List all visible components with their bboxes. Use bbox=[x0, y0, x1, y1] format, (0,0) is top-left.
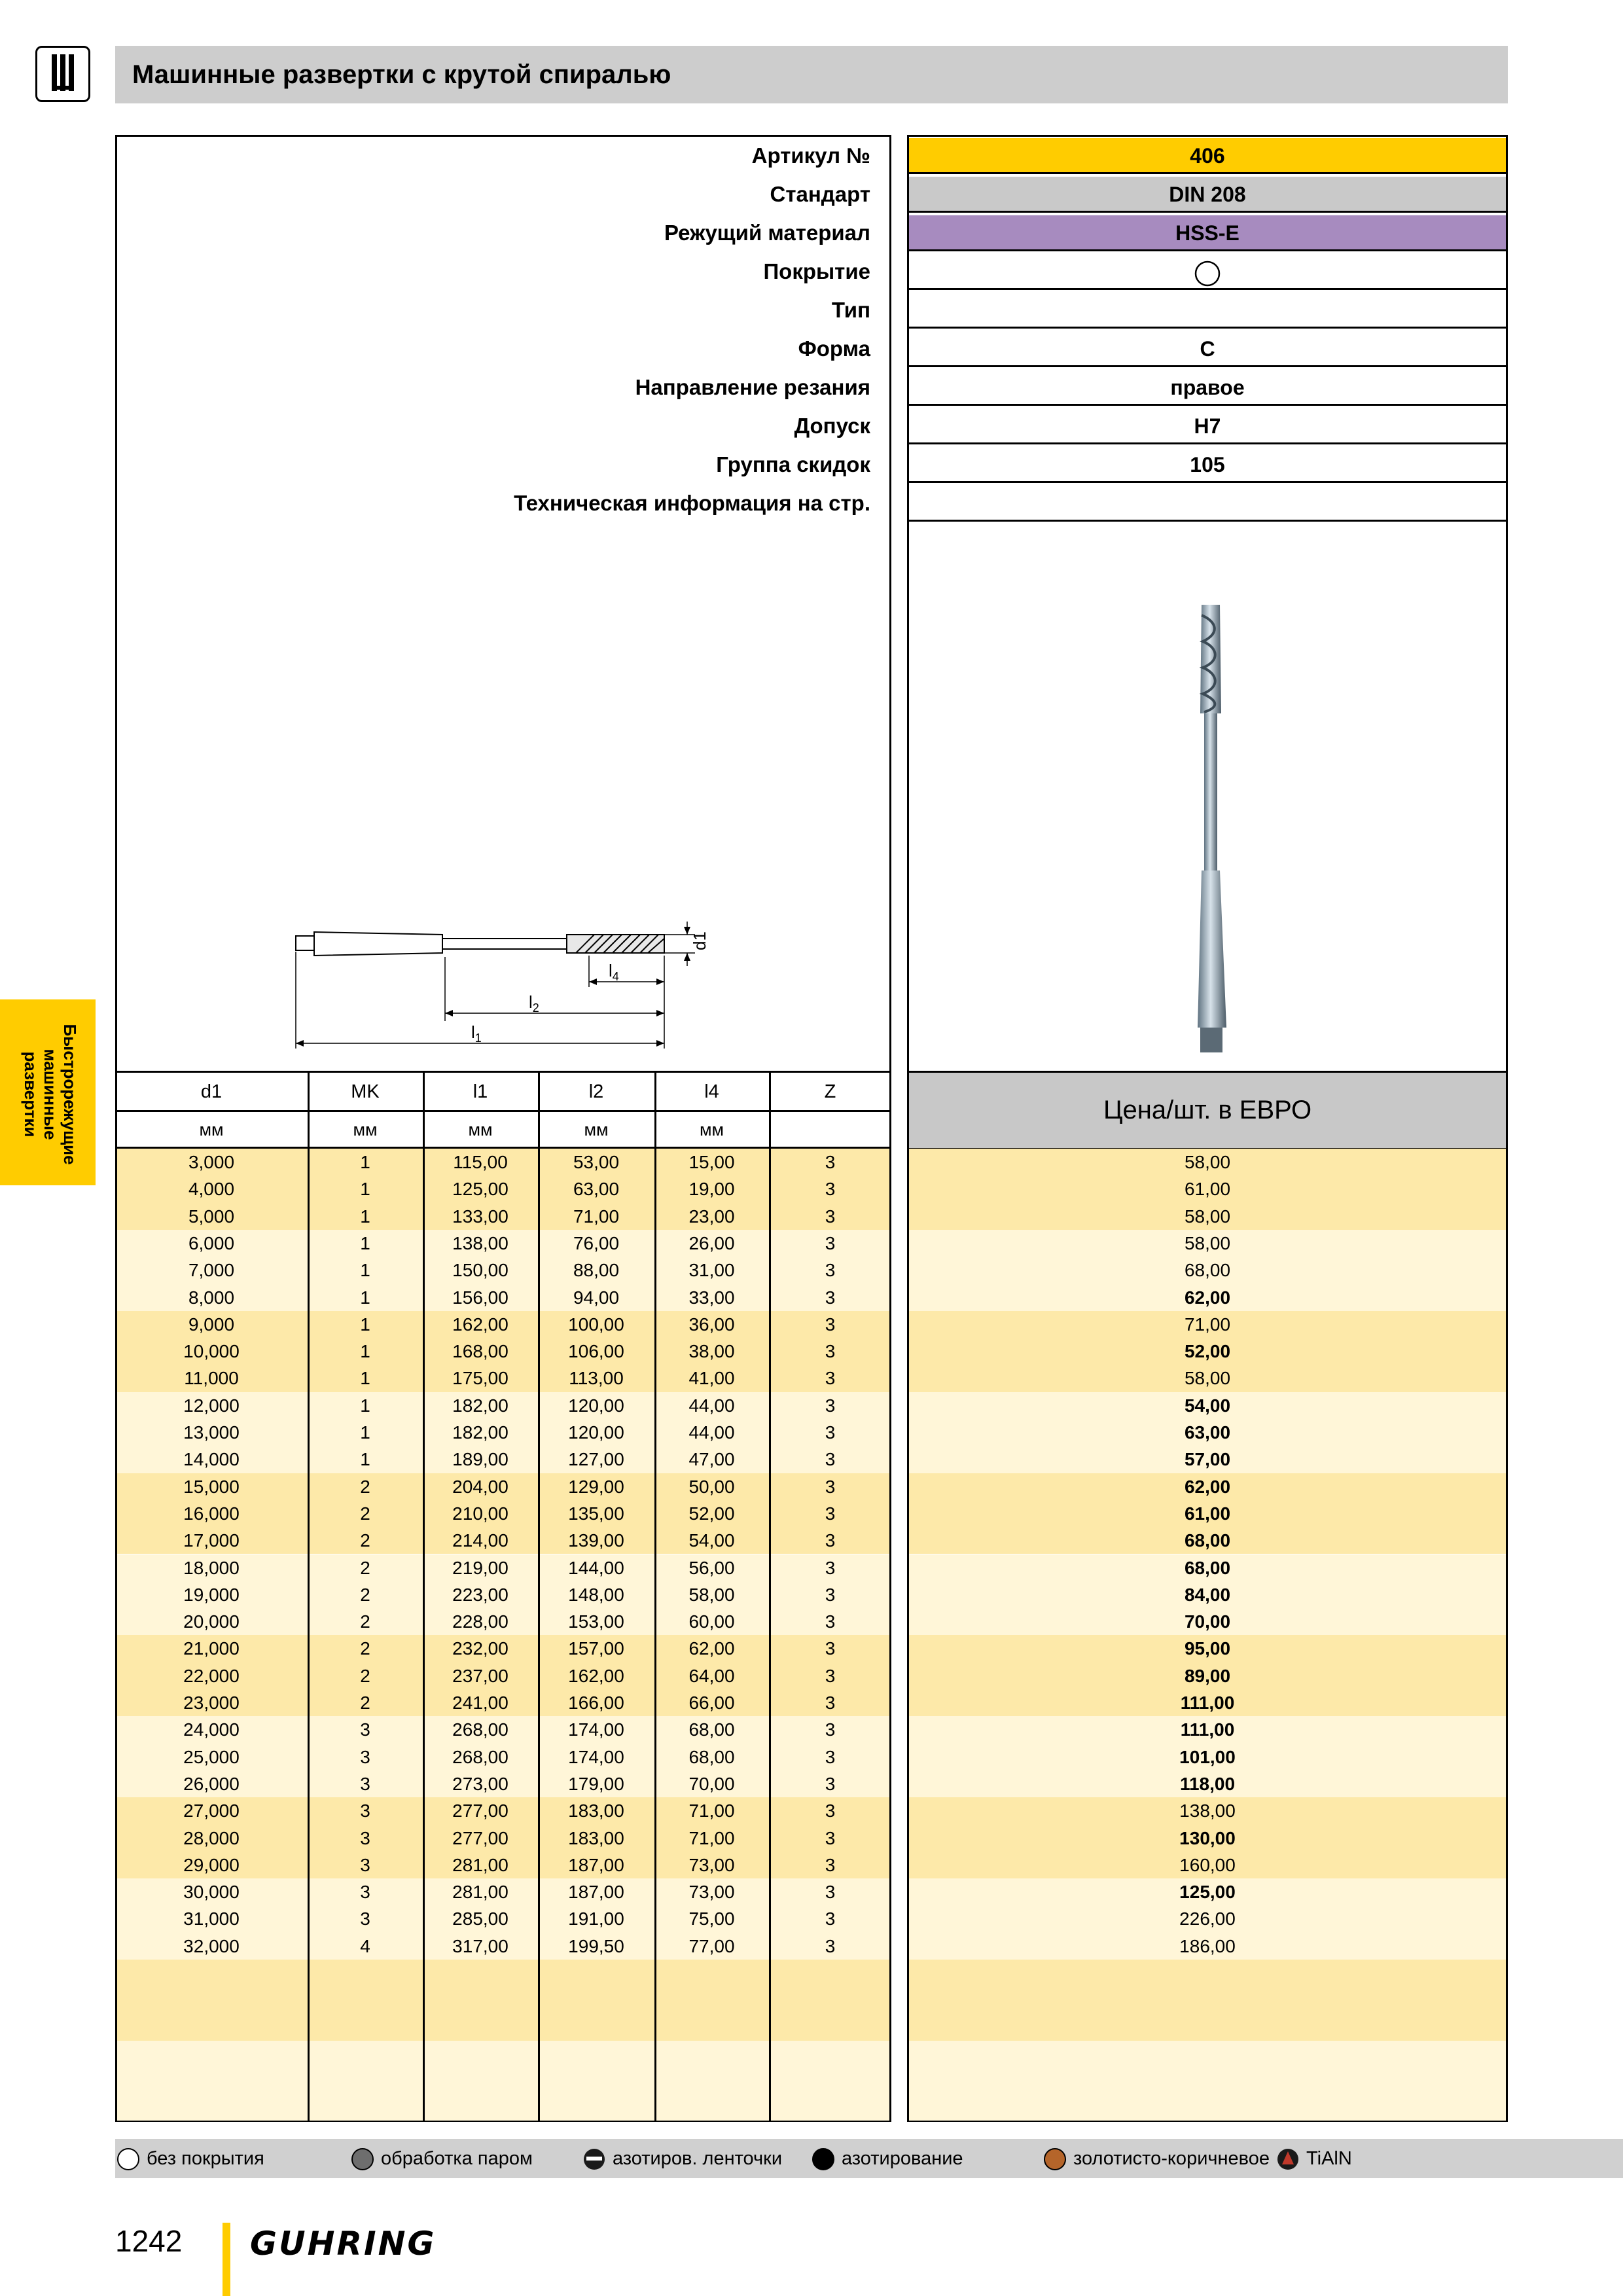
table-cell: 273,00 bbox=[452, 1773, 508, 1794]
table-cell: 19,00 bbox=[688, 1179, 735, 1200]
table-cell: 199,50 bbox=[568, 1935, 624, 1956]
table-cell: 133,00 bbox=[452, 1206, 508, 1227]
price-cell: 61,00 bbox=[1184, 1179, 1231, 1200]
table-cell: 3,000 bbox=[188, 1152, 235, 1172]
nitrided-icon bbox=[812, 2145, 835, 2172]
table-cell: 3 bbox=[825, 1719, 836, 1740]
page-title: Машинные развертки с крутой спиралью bbox=[132, 60, 671, 89]
table-cell: 135,00 bbox=[568, 1503, 624, 1524]
table-cell: 1 bbox=[360, 1206, 370, 1227]
table-cell: 189,00 bbox=[452, 1449, 508, 1470]
table-cell: 183,00 bbox=[568, 1801, 624, 1821]
table-cell: 120,00 bbox=[568, 1395, 624, 1416]
legend-label: азотирование bbox=[842, 2147, 963, 2169]
table-cell: 23,00 bbox=[688, 1206, 735, 1227]
table-cell: 187,00 bbox=[568, 1854, 624, 1875]
table-cell: 3 bbox=[360, 1746, 370, 1767]
table-cell: 4 bbox=[360, 1935, 370, 1956]
table-cell: 38,00 bbox=[688, 1341, 735, 1362]
table-cell: 100,00 bbox=[568, 1314, 624, 1335]
table-cell: 44,00 bbox=[688, 1395, 735, 1416]
table-cell: 71,00 bbox=[688, 1801, 735, 1821]
table-cell: 71,00 bbox=[688, 1827, 735, 1848]
column-header: l2 bbox=[588, 1081, 604, 1102]
table-cell: 9,000 bbox=[188, 1314, 235, 1335]
table-cell: 148,00 bbox=[568, 1584, 624, 1605]
price-cell: 52,00 bbox=[1184, 1341, 1231, 1362]
table-cell: 1 bbox=[360, 1232, 370, 1253]
table-cell: 36,00 bbox=[688, 1314, 735, 1335]
legend-item bbox=[812, 2142, 963, 2176]
table-cell: 53,00 bbox=[573, 1152, 620, 1172]
table-cell: 144,00 bbox=[568, 1557, 624, 1578]
table-cell: 20,000 bbox=[183, 1611, 240, 1632]
table-cell: 139,00 bbox=[568, 1530, 624, 1551]
column-unit: мм bbox=[468, 1120, 493, 1139]
table-cell: 3 bbox=[825, 1422, 836, 1443]
price-cell: 226,00 bbox=[1179, 1909, 1236, 1929]
table-cell: 22,000 bbox=[183, 1665, 240, 1686]
table-cell: 77,00 bbox=[688, 1935, 735, 1956]
table-cell: 3 bbox=[825, 1395, 836, 1416]
table-cell: 33,00 bbox=[688, 1287, 735, 1308]
table-cell: 183,00 bbox=[568, 1827, 624, 1848]
table-cell: 3 bbox=[825, 1693, 836, 1713]
table-cell: 3 bbox=[825, 1665, 836, 1686]
table-cell: 223,00 bbox=[452, 1584, 508, 1605]
table-cell: 125,00 bbox=[452, 1179, 508, 1200]
gold-brown-icon bbox=[1043, 2145, 1067, 2172]
table-cell: 237,00 bbox=[452, 1665, 508, 1686]
table-cell: 8,000 bbox=[188, 1287, 235, 1308]
table-cell: 2 bbox=[360, 1503, 370, 1524]
price-cell: 54,00 bbox=[1184, 1395, 1231, 1416]
price-cell: 58,00 bbox=[1184, 1368, 1231, 1389]
table-cell: 19,000 bbox=[183, 1584, 240, 1605]
table-cell: 54,00 bbox=[688, 1530, 735, 1551]
column-header: d1 bbox=[200, 1081, 223, 1102]
table-cell: 41,00 bbox=[688, 1368, 735, 1389]
table-cell: 241,00 bbox=[452, 1693, 508, 1713]
table-cell: 2 bbox=[360, 1665, 370, 1686]
table-cell: 25,000 bbox=[183, 1746, 240, 1767]
table-cell: 3 bbox=[825, 1773, 836, 1794]
price-cell: 68,00 bbox=[1184, 1260, 1231, 1281]
price-column-header: Цена/шт. в ЕВРО bbox=[909, 1072, 1506, 1148]
column-unit: мм bbox=[199, 1120, 224, 1139]
legend-item bbox=[1276, 2142, 1352, 2176]
table-cell: 66,00 bbox=[688, 1693, 735, 1713]
table-cell: 268,00 bbox=[452, 1719, 508, 1740]
price-cell: 71,00 bbox=[1184, 1314, 1231, 1335]
table-cell: 27,000 bbox=[183, 1801, 240, 1821]
spec-value: H7 bbox=[909, 408, 1506, 444]
row-band bbox=[117, 1960, 889, 2041]
table-cell: 3 bbox=[825, 1503, 836, 1524]
table-cell: 2 bbox=[360, 1476, 370, 1497]
uncoated-circle-icon bbox=[1193, 259, 1222, 288]
table-cell: 174,00 bbox=[568, 1746, 624, 1767]
spec-label: Тип bbox=[831, 298, 870, 322]
price-cell: 125,00 bbox=[1179, 1882, 1236, 1903]
table-cell: 3 bbox=[360, 1854, 370, 1875]
table-cell: 15,00 bbox=[688, 1152, 735, 1172]
spec-value: правое bbox=[909, 370, 1506, 406]
table-cell: 3 bbox=[360, 1909, 370, 1929]
reamer-category-icon bbox=[35, 46, 90, 102]
table-cell: 115,00 bbox=[453, 1152, 508, 1172]
table-cell: 63,00 bbox=[573, 1179, 620, 1200]
legend-label: без покрытия bbox=[147, 2147, 264, 2169]
table-cell: 3 bbox=[825, 1909, 836, 1929]
row-band bbox=[909, 2041, 1506, 2121]
table-cell: 3 bbox=[360, 1719, 370, 1740]
spec-label: Артикул № bbox=[751, 143, 870, 168]
price-cell: 70,00 bbox=[1184, 1611, 1231, 1632]
table-cell: 3 bbox=[825, 1827, 836, 1848]
table-cell: 3 bbox=[825, 1179, 836, 1200]
legend-item bbox=[582, 2142, 782, 2176]
table-cell: 3 bbox=[825, 1882, 836, 1903]
legend-item bbox=[116, 2142, 264, 2176]
table-cell: 3 bbox=[825, 1232, 836, 1253]
price-cell: 160,00 bbox=[1179, 1854, 1236, 1875]
table-cell: 3 bbox=[360, 1773, 370, 1794]
spec-label: Допуск bbox=[794, 414, 870, 438]
table-cell: 7,000 bbox=[188, 1260, 235, 1281]
table-cell: 3 bbox=[360, 1801, 370, 1821]
table-cell: 3 bbox=[825, 1611, 836, 1632]
table-cell: 317,00 bbox=[452, 1935, 508, 1956]
table-cell: 73,00 bbox=[688, 1882, 735, 1903]
table-cell: 156,00 bbox=[452, 1287, 508, 1308]
table-cell: 14,000 bbox=[183, 1449, 240, 1470]
table-cell: 1 bbox=[360, 1287, 370, 1308]
table-cell: 1 bbox=[360, 1422, 370, 1443]
label-l2: $l_2$ bbox=[529, 992, 539, 1014]
spec-label: Режущий материал bbox=[664, 221, 870, 245]
spec-value bbox=[909, 486, 1506, 522]
table-cell: 3 bbox=[360, 1827, 370, 1848]
table-cell: 182,00 bbox=[452, 1395, 508, 1416]
table-cell: 1 bbox=[360, 1152, 370, 1172]
table-cell: 1 bbox=[360, 1368, 370, 1389]
price-cell: 62,00 bbox=[1184, 1287, 1231, 1308]
spec-value bbox=[909, 254, 1506, 290]
price-cell: 58,00 bbox=[1184, 1152, 1231, 1172]
guhring-logo: GUHRING bbox=[250, 2225, 437, 2263]
footer-divider bbox=[223, 2223, 230, 2296]
table-cell: 56,00 bbox=[688, 1557, 735, 1578]
price-cell: 89,00 bbox=[1184, 1665, 1231, 1686]
table-cell: 30,000 bbox=[183, 1882, 240, 1903]
column-header: Z bbox=[824, 1081, 836, 1102]
table-cell: 31,00 bbox=[688, 1260, 735, 1281]
table-cell: 94,00 bbox=[573, 1287, 620, 1308]
price-cell: 68,00 bbox=[1184, 1557, 1231, 1578]
table-cell: 5,000 bbox=[188, 1206, 235, 1227]
price-cell: 62,00 bbox=[1184, 1476, 1231, 1497]
table-cell: 23,000 bbox=[183, 1693, 240, 1713]
table-cell: 3 bbox=[825, 1368, 836, 1389]
table-cell: 1 bbox=[360, 1449, 370, 1470]
table-cell: 26,00 bbox=[688, 1232, 735, 1253]
table-cell: 2 bbox=[360, 1557, 370, 1578]
table-cell: 4,000 bbox=[188, 1179, 235, 1200]
table-cell: 120,00 bbox=[568, 1422, 624, 1443]
table-cell: 3 bbox=[825, 1206, 836, 1227]
page-number: 1242 bbox=[115, 2224, 183, 2258]
table-cell: 174,00 bbox=[568, 1719, 624, 1740]
table-cell: 31,000 bbox=[183, 1909, 240, 1929]
table-cell: 3 bbox=[825, 1746, 836, 1767]
table-cell: 277,00 bbox=[452, 1827, 508, 1848]
table-cell: 113,00 bbox=[569, 1368, 624, 1389]
legend-item bbox=[351, 2142, 533, 2176]
table-cell: 285,00 bbox=[452, 1909, 508, 1929]
table-cell: 1 bbox=[360, 1260, 370, 1281]
table-cell: 3 bbox=[825, 1476, 836, 1497]
table-cell: 60,00 bbox=[688, 1611, 735, 1632]
table-cell: 191,00 bbox=[568, 1909, 624, 1929]
table-cell: 3 bbox=[360, 1882, 370, 1903]
spec-label: Форма bbox=[798, 336, 870, 361]
price-cell: 186,00 bbox=[1179, 1935, 1236, 1956]
legend-item bbox=[1043, 2142, 1270, 2176]
spec-label: Группа скидок bbox=[716, 452, 870, 476]
label-l4: $l_4$ bbox=[609, 961, 619, 983]
table-cell: 2 bbox=[360, 1584, 370, 1605]
table-cell: 210,00 bbox=[452, 1503, 508, 1524]
price-cell: 63,00 bbox=[1184, 1422, 1231, 1443]
table-cell: 232,00 bbox=[452, 1638, 508, 1659]
table-cell: 88,00 bbox=[573, 1260, 620, 1281]
table-cell: 68,00 bbox=[688, 1719, 735, 1740]
table-cell: 2 bbox=[360, 1693, 370, 1713]
table-cell: 62,00 bbox=[688, 1638, 735, 1659]
price-cell: 58,00 bbox=[1184, 1206, 1231, 1227]
table-cell: 2 bbox=[360, 1611, 370, 1632]
column-unit: мм bbox=[699, 1120, 724, 1139]
table-cell: 214,00 bbox=[452, 1530, 508, 1551]
label-l1: $l_1$ bbox=[471, 1022, 482, 1045]
table-cell: 32,000 bbox=[183, 1935, 240, 1956]
column-header: l1 bbox=[473, 1081, 488, 1102]
table-cell: 70,00 bbox=[688, 1773, 735, 1794]
price-cell: 118,00 bbox=[1179, 1773, 1236, 1794]
table-cell: 17,000 bbox=[183, 1530, 240, 1551]
table-cell: 44,00 bbox=[688, 1422, 735, 1443]
table-cell: 182,00 bbox=[452, 1422, 508, 1443]
price-cell: 111,00 bbox=[1180, 1693, 1235, 1713]
table-cell: 1 bbox=[360, 1314, 370, 1335]
table-cell: 281,00 bbox=[452, 1854, 508, 1875]
nitrided-lands-icon bbox=[582, 2145, 606, 2172]
table-cell: 11,000 bbox=[184, 1368, 239, 1389]
table-cell: 204,00 bbox=[452, 1476, 508, 1497]
spec-value: 105 bbox=[909, 447, 1506, 483]
table-cell: 6,000 bbox=[188, 1232, 235, 1253]
side-tab-line: развертки bbox=[21, 1051, 41, 1138]
table-cell: 3 bbox=[825, 1584, 836, 1605]
table-cell: 3 bbox=[825, 1314, 836, 1335]
table-cell: 129,00 bbox=[568, 1476, 624, 1497]
table-cell: 138,00 bbox=[452, 1232, 508, 1253]
price-cell: 58,00 bbox=[1184, 1232, 1231, 1253]
table-cell: 47,00 bbox=[688, 1449, 735, 1470]
table-cell: 3 bbox=[825, 1341, 836, 1362]
table-cell: 168,00 bbox=[452, 1341, 508, 1362]
table-cell: 106,00 bbox=[568, 1341, 624, 1362]
price-cell: 101,00 bbox=[1179, 1746, 1236, 1767]
table-cell: 157,00 bbox=[568, 1638, 624, 1659]
table-cell: 24,000 bbox=[183, 1719, 240, 1740]
table-cell: 16,000 bbox=[183, 1503, 240, 1524]
table-cell: 3 bbox=[825, 1557, 836, 1578]
table-cell: 228,00 bbox=[452, 1611, 508, 1632]
column-unit: мм bbox=[353, 1120, 378, 1139]
table-cell: 15,000 bbox=[183, 1476, 240, 1497]
table-cell: 3 bbox=[825, 1449, 836, 1470]
table-cell: 50,00 bbox=[688, 1476, 735, 1497]
spec-value: 406 bbox=[909, 138, 1506, 174]
table-cell: 175,00 bbox=[452, 1368, 508, 1389]
row-band bbox=[909, 1960, 1506, 2041]
table-cell: 75,00 bbox=[688, 1909, 735, 1929]
price-cell: 111,00 bbox=[1180, 1719, 1235, 1740]
spec-label: Направление резания bbox=[635, 375, 870, 399]
spec-value: C bbox=[909, 331, 1506, 367]
section-side-tab bbox=[0, 999, 96, 1185]
table-cell: 73,00 bbox=[688, 1854, 735, 1875]
table-cell: 2 bbox=[360, 1638, 370, 1659]
table-cell: 162,00 bbox=[568, 1665, 624, 1686]
table-cell: 64,00 bbox=[688, 1665, 735, 1686]
table-cell: 153,00 bbox=[568, 1611, 624, 1632]
table-cell: 162,00 bbox=[452, 1314, 508, 1335]
table-cell: 52,00 bbox=[688, 1503, 735, 1524]
table-cell: 3 bbox=[825, 1287, 836, 1308]
spec-label: Стандарт bbox=[770, 182, 870, 206]
legend-label: золотисто-коричневое bbox=[1073, 2147, 1270, 2169]
legend-label: азотиров. ленточки bbox=[613, 2147, 783, 2169]
table-cell: 150,00 bbox=[452, 1260, 508, 1281]
column-unit bbox=[769, 1111, 891, 1148]
table-cell: 1 bbox=[360, 1395, 370, 1416]
table-cell: 13,000 bbox=[183, 1422, 240, 1443]
price-cell: 61,00 bbox=[1184, 1503, 1231, 1524]
table-cell: 3 bbox=[825, 1530, 836, 1551]
table-cell: 281,00 bbox=[452, 1882, 508, 1903]
table-cell: 29,000 bbox=[183, 1854, 240, 1875]
price-cell: 130,00 bbox=[1179, 1827, 1236, 1848]
table-cell: 3 bbox=[825, 1801, 836, 1821]
table-cell: 3 bbox=[825, 1935, 836, 1956]
reamer-product-photo bbox=[1165, 596, 1257, 1054]
price-cell: 68,00 bbox=[1184, 1530, 1231, 1551]
table-cell: 166,00 bbox=[568, 1693, 624, 1713]
table-cell: 12,000 bbox=[183, 1395, 240, 1416]
table-cell: 127,00 bbox=[568, 1449, 624, 1470]
table-cell: 76,00 bbox=[573, 1232, 620, 1253]
table-cell: 1 bbox=[360, 1341, 370, 1362]
price-cell: 84,00 bbox=[1184, 1584, 1231, 1605]
table-cell: 3 bbox=[825, 1638, 836, 1659]
spec-value: HSS-E bbox=[909, 215, 1506, 251]
legend-label: TiAlN bbox=[1306, 2147, 1352, 2169]
spec-label: Покрытие bbox=[763, 259, 870, 283]
price-cell: 138,00 bbox=[1179, 1801, 1236, 1821]
table-cell: 71,00 bbox=[573, 1206, 620, 1227]
row-band bbox=[117, 2041, 889, 2121]
table-cell: 3 bbox=[825, 1260, 836, 1281]
uncoated-icon bbox=[116, 2145, 140, 2172]
tialn-icon bbox=[1276, 2145, 1300, 2172]
table-cell: 219,00 bbox=[452, 1557, 508, 1578]
table-cell: 268,00 bbox=[452, 1746, 508, 1767]
column-unit: мм bbox=[584, 1120, 609, 1139]
side-tab-line: Быстрорежущие bbox=[60, 1024, 80, 1165]
column-header: MK bbox=[351, 1081, 380, 1102]
spec-value bbox=[909, 293, 1506, 329]
table-cell: 26,000 bbox=[183, 1773, 240, 1794]
price-cell: 95,00 bbox=[1184, 1638, 1231, 1659]
column-header: l4 bbox=[704, 1081, 719, 1102]
table-cell: 18,000 bbox=[183, 1557, 240, 1578]
table-cell: 179,00 bbox=[568, 1773, 624, 1794]
reamer-dimension-drawing bbox=[281, 910, 726, 1060]
steam-treated-icon bbox=[351, 2145, 374, 2172]
table-cell: 3 bbox=[825, 1854, 836, 1875]
spec-value: DIN 208 bbox=[909, 177, 1506, 213]
spec-label: Техническая информация на стр. bbox=[514, 491, 870, 515]
label-d1: d1 bbox=[690, 931, 709, 950]
table-cell: 1 bbox=[360, 1179, 370, 1200]
legend-label: обработка паром bbox=[381, 2147, 533, 2169]
table-cell: 10,000 bbox=[183, 1341, 240, 1362]
table-cell: 3 bbox=[825, 1152, 836, 1172]
side-tab-line: машинные bbox=[41, 1049, 60, 1140]
table-cell: 277,00 bbox=[452, 1801, 508, 1821]
table-cell: 2 bbox=[360, 1530, 370, 1551]
table-cell: 187,00 bbox=[568, 1882, 624, 1903]
price-cell: 57,00 bbox=[1184, 1449, 1231, 1470]
table-cell: 21,000 bbox=[183, 1638, 240, 1659]
table-cell: 68,00 bbox=[688, 1746, 735, 1767]
table-cell: 58,00 bbox=[688, 1584, 735, 1605]
table-cell: 28,000 bbox=[183, 1827, 240, 1848]
